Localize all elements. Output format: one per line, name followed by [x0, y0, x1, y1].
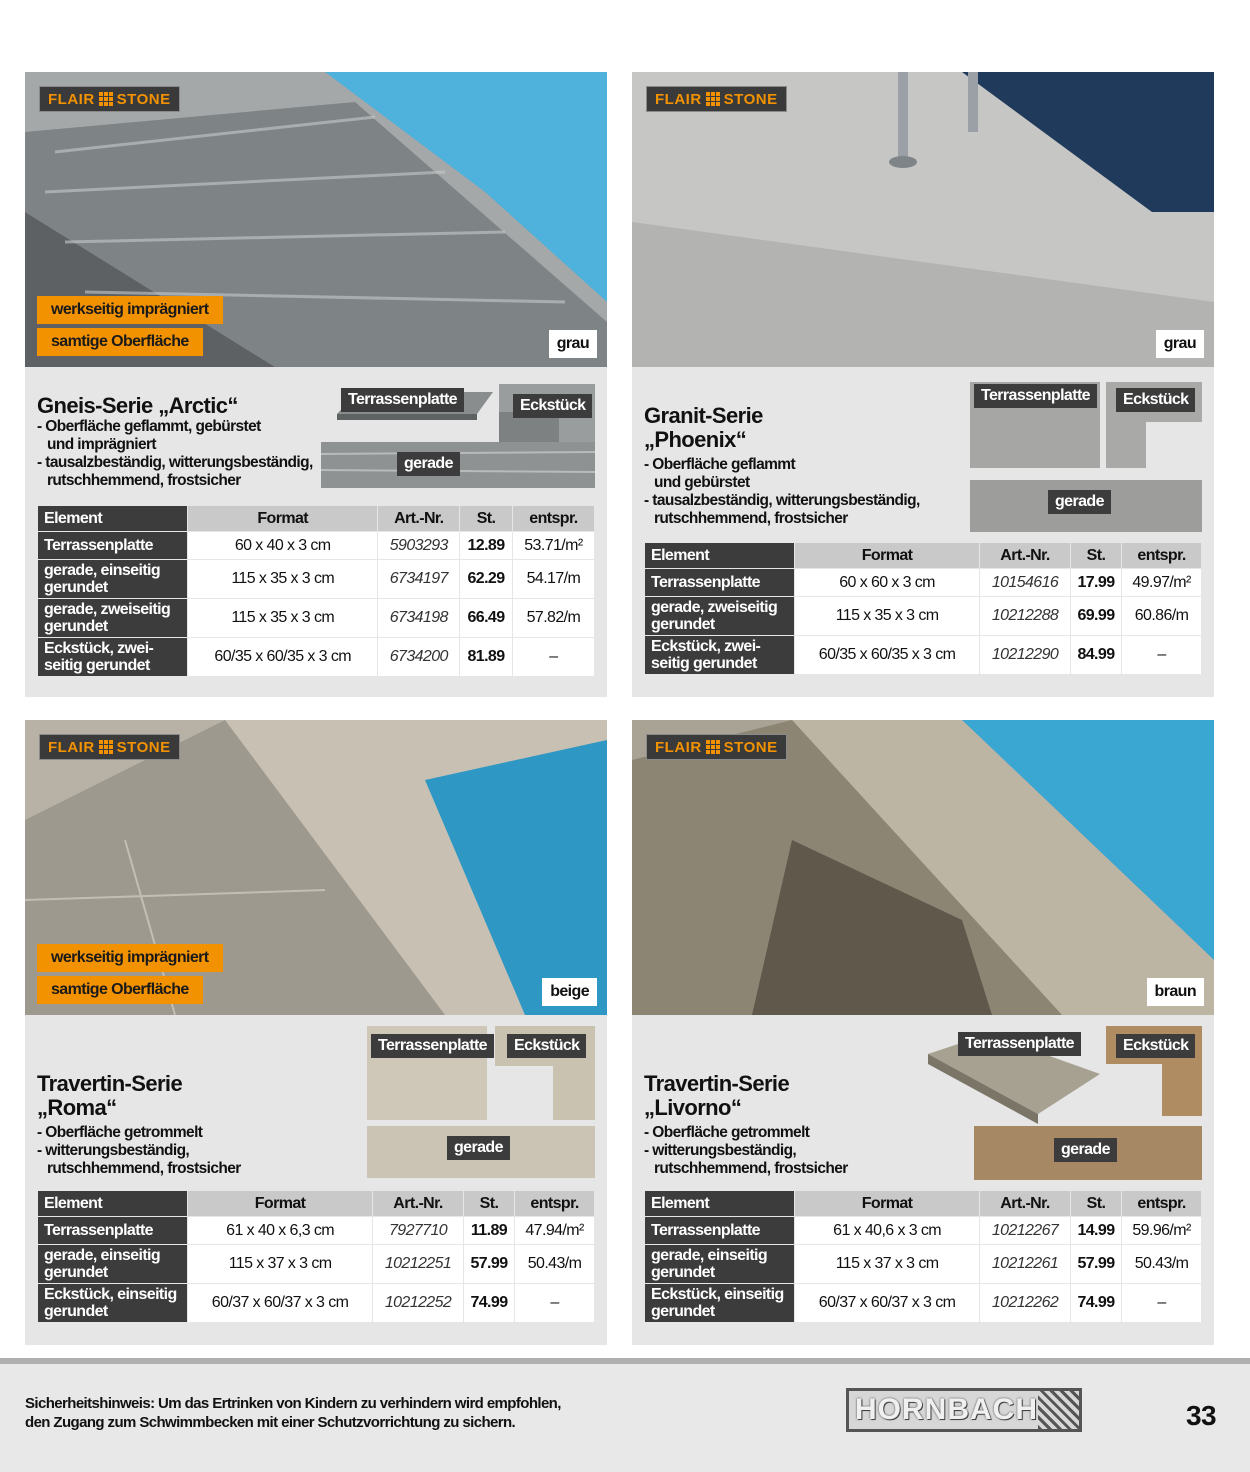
- col-unit-price: entspr.: [512, 506, 594, 532]
- thumb-terrassenplatte: Terrassenplatte: [337, 384, 493, 420]
- table-row: Eckstück, einseitig gerundet 60/37 x 60/37 x 3 cm 10212262 74.99 –: [645, 1284, 1202, 1323]
- table-row: Terrassenplatte 60 x 40 x 3 cm 5903293 12.89 53.71/m²: [38, 532, 595, 560]
- col-price: St.: [1070, 543, 1121, 569]
- price-table: [644, 1190, 1202, 1323]
- col-artnr: Art.-Nr.: [373, 1191, 464, 1217]
- color-tag: grau: [549, 330, 597, 358]
- col-unit-price: entspr.: [1122, 543, 1202, 569]
- thumb-gerade: gerade: [974, 1126, 1202, 1180]
- table-row: Terrassenplatte 61 x 40 x 6,3 cm 7927710 11.89 47.94/m²: [38, 1217, 595, 1245]
- hornbach-logo: HORNBACH: [846, 1388, 1082, 1432]
- product-card-phoenix: [632, 72, 1214, 697]
- price-table: [644, 542, 1202, 675]
- product-title: Granit-Serie „Phoenix“: [644, 403, 763, 452]
- product-card-roma: [25, 720, 607, 1345]
- color-tag: beige: [542, 978, 597, 1006]
- feature-list: - Oberfläche geflammt und gebürstet - tausalzbeständig, witterungsbeständig, rutschhemmend, frostsicher: [644, 456, 920, 527]
- table-row: gerade, zweiseitig gerundet 115 x 35 x 3 cm 6734198 66.49 57.82/m: [38, 599, 595, 638]
- thumb-eckstueck: Eckstück: [1106, 1026, 1202, 1116]
- col-unit-price: entspr.: [1122, 1191, 1202, 1217]
- flairstone-logo: FLAIR STONE: [39, 86, 180, 112]
- price-table: [37, 1190, 595, 1323]
- table-row: gerade, einseitig gerundet 115 x 37 x 3 cm 10212261 57.99 50.43/m: [645, 1245, 1202, 1284]
- col-element: Element: [645, 543, 795, 569]
- thumb-eckstueck: Eckstück: [495, 1026, 595, 1120]
- col-element: Element: [38, 506, 188, 532]
- thumb-eckstueck: Eckstück: [1106, 382, 1202, 468]
- price-table: [37, 505, 595, 677]
- col-artnr: Art.-Nr.: [378, 506, 460, 532]
- col-artnr: Art.-Nr.: [980, 1191, 1071, 1217]
- table-row: Terrassenplatte 61 x 40,6 x 3 cm 10212267 14.99 59.96/m²: [645, 1217, 1202, 1245]
- table-row: gerade, zweiseitig gerundet 115 x 35 x 3 cm 10212288 69.99 60.86/m: [645, 597, 1202, 636]
- color-tag: grau: [1156, 330, 1204, 358]
- col-unit-price: entspr.: [515, 1191, 595, 1217]
- flairstone-logo: FLAIR STONE: [646, 734, 787, 760]
- table-row: gerade, einseitig gerundet 115 x 35 x 3 cm 6734197 62.29 54.17/m: [38, 560, 595, 599]
- table-row: Eckstück, zwei-seitig gerundet 60/35 x 60/35 x 3 cm 6734200 81.89 –: [38, 638, 595, 677]
- product-photo-phoenix: [632, 72, 1214, 367]
- table-row: Eckstück, einseitig gerundet 60/37 x 60/37 x 3 cm 10212252 74.99 –: [38, 1284, 595, 1323]
- thumb-terrassenplatte: Terrassenplatte: [928, 1024, 1100, 1124]
- feature-list: - Oberfläche getrommelt - witterungsbeständig, rutschhemmend, frostsicher: [37, 1124, 241, 1177]
- thumb-gerade: gerade: [367, 1126, 595, 1178]
- feature-badge: samtige Oberfläche: [37, 328, 203, 356]
- flairstone-logo: FLAIR STONE: [646, 86, 787, 112]
- feature-badge: samtige Oberfläche: [37, 976, 203, 1004]
- col-format: Format: [188, 506, 378, 532]
- product-title: Travertin-Serie „Roma“: [37, 1071, 183, 1120]
- table-row: Terrassenplatte 60 x 60 x 3 cm 10154616 17.99 49.97/m²: [645, 569, 1202, 597]
- feature-badge: werkseitig imprägniert: [37, 296, 223, 324]
- col-element: Element: [38, 1191, 188, 1217]
- col-format: Format: [795, 543, 980, 569]
- col-format: Format: [795, 1191, 980, 1217]
- col-price: St.: [463, 1191, 514, 1217]
- product-card-livorno: [632, 720, 1214, 1345]
- col-format: Format: [188, 1191, 373, 1217]
- col-element: Element: [645, 1191, 795, 1217]
- thumb-gerade: gerade: [321, 442, 595, 488]
- thumb-terrassenplatte: Terrassenplatte: [970, 382, 1100, 468]
- footer-divider: [0, 1358, 1250, 1364]
- table-row: gerade, einseitig gerundet 115 x 37 x 3 cm 10212251 57.99 50.43/m: [38, 1245, 595, 1284]
- page-number: 33: [1186, 1400, 1216, 1431]
- thumb-gerade: gerade: [970, 480, 1202, 532]
- table-row: Eckstück, zwei-seitig gerundet 60/35 x 60/35 x 3 cm 10212290 84.99 –: [645, 636, 1202, 675]
- flairstone-logo: FLAIR STONE: [39, 734, 180, 760]
- col-price: St.: [1070, 1191, 1121, 1217]
- product-card-arctic: [25, 72, 607, 697]
- col-price: St.: [460, 506, 513, 532]
- col-artnr: Art.-Nr.: [980, 543, 1071, 569]
- thumb-terrassenplatte: Terrassenplatte: [367, 1026, 487, 1120]
- color-tag: braun: [1147, 978, 1204, 1006]
- thumb-eckstueck: Eckstück: [499, 384, 595, 446]
- safety-notice: Sicherheitshinweis: Um das Ertrinken von Kindern zu verhindern wird empfohlen, den Zugang zum Schwimmbecken mit einer Schutzvorrichtung zu sichern.: [25, 1395, 561, 1431]
- product-photo-livorno: [632, 720, 1214, 1015]
- feature-list: - Oberfläche getrommelt - witterungsbeständig, rutschhemmend, frostsicher: [644, 1124, 848, 1177]
- feature-badge: werkseitig imprägniert: [37, 944, 223, 972]
- feature-list: - Oberfläche geflammt, gebürstet und imprägniert - tausalzbeständig, witterungsbeständig, rutschhemmend, frostsicher: [37, 418, 313, 489]
- product-title: Travertin-Serie „Livorno“: [644, 1071, 790, 1120]
- product-title: Gneis-Serie „Arctic“: [37, 393, 238, 418]
